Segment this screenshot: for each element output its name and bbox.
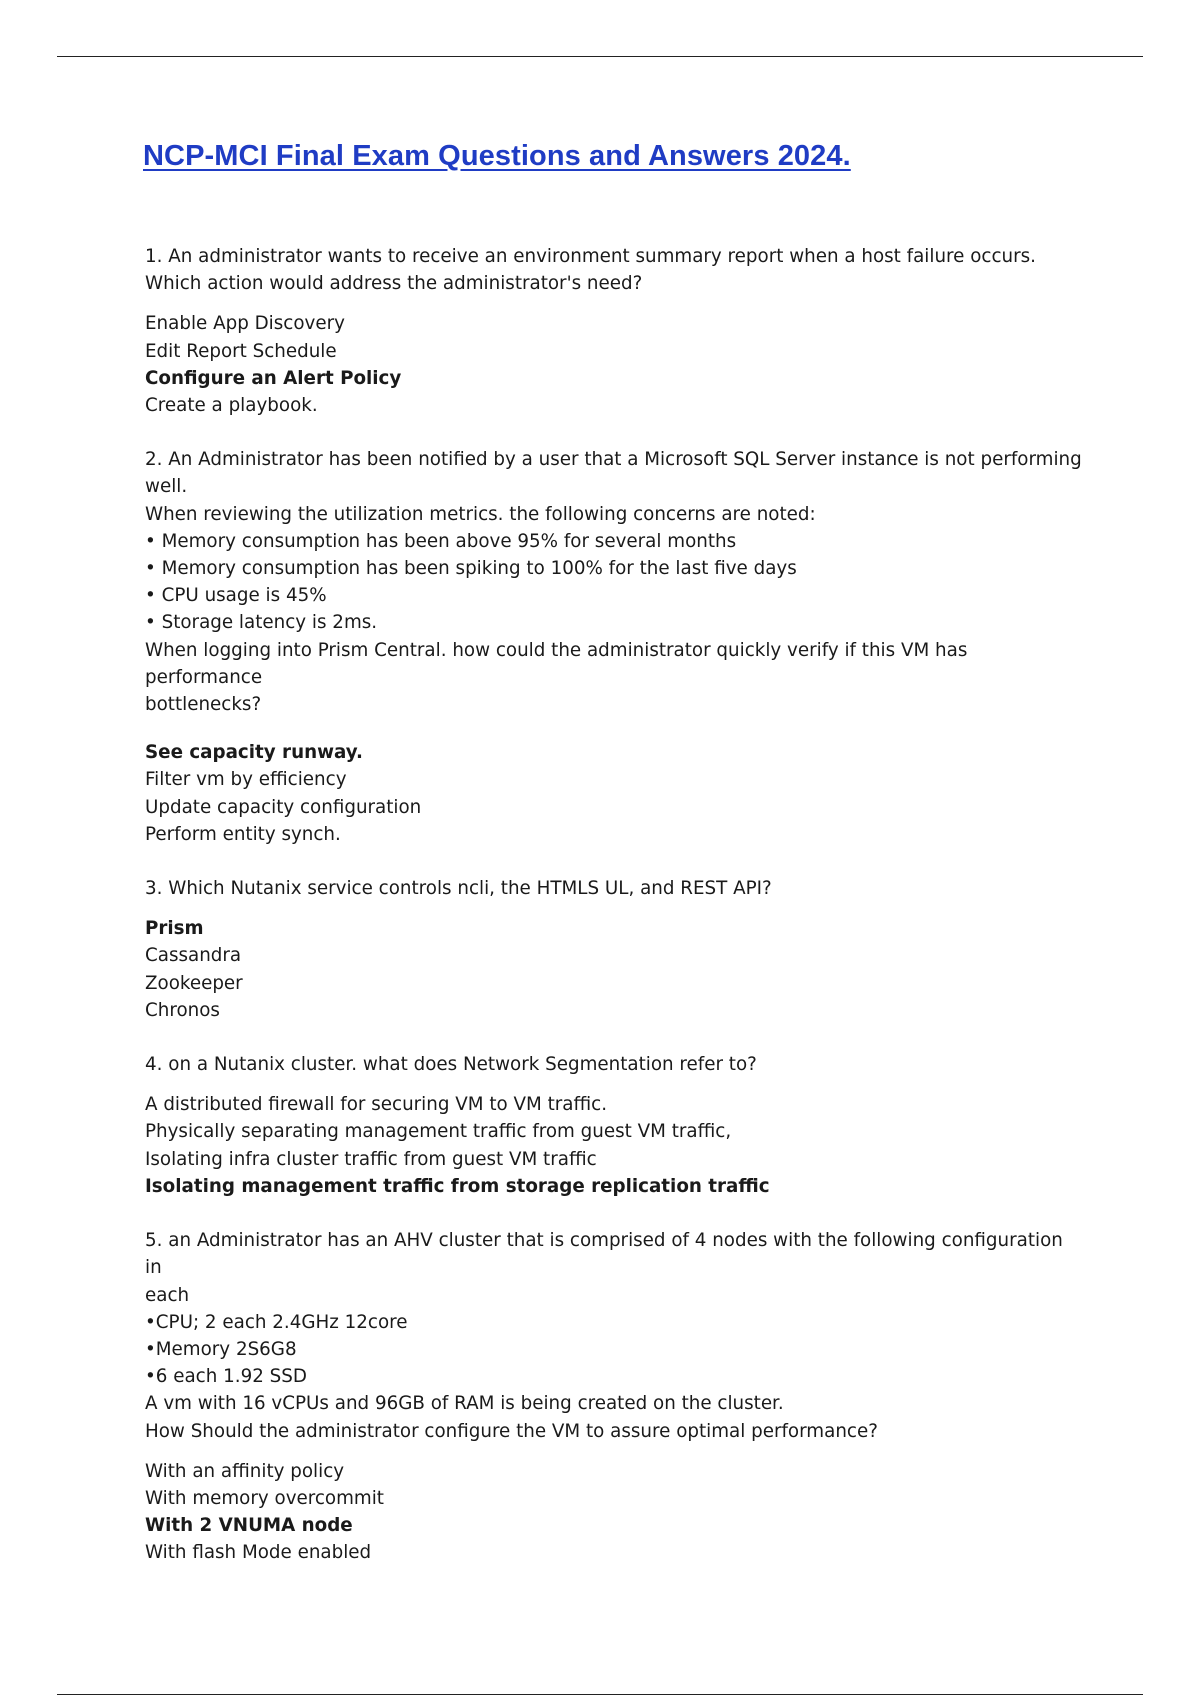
header-rule	[57, 56, 1143, 57]
bullet-item: •CPU; 2 each 2.4GHz 12core	[145, 1311, 408, 1333]
correct-answer: Prism	[145, 918, 204, 940]
spacer	[145, 718, 1085, 739]
correct-answer: With 2 VNUMA node	[145, 1515, 353, 1537]
bullet-item: •6 each 1.92 SSD	[145, 1366, 307, 1388]
document-title: NCP-MCI Final Exam Questions and Answers 2024.	[143, 140, 851, 172]
answer-option: Create a playbook.	[145, 395, 318, 417]
answer-option: Update capacity configuration	[145, 796, 422, 818]
answer-option: Filter vm by efficiency	[145, 769, 347, 791]
answer-option: Edit Report Schedule	[145, 340, 337, 362]
question-3	[145, 875, 1085, 1024]
footer-rule	[57, 1694, 1143, 1695]
answer-options	[145, 915, 1085, 1024]
answer-options	[145, 1458, 1085, 1567]
question-line: 5. an Administrator has an AHV cluster that is comprised of 4 nodes with the following configuration in	[145, 1230, 1063, 1279]
correct-answer: Configure an Alert Policy	[145, 367, 402, 389]
question-5	[145, 1227, 1085, 1566]
answer-option: Enable App Discovery	[145, 313, 345, 335]
answer-option: Cassandra	[145, 945, 242, 967]
question-line: A vm with 16 vCPUs and 96GB of RAM is being created on the cluster.	[145, 1393, 784, 1415]
spacer	[145, 419, 1085, 446]
question-text	[145, 1227, 1085, 1445]
question-text	[145, 1051, 1085, 1078]
question-text	[145, 446, 1085, 718]
bullet-item: •Memory 2S6G8	[145, 1338, 297, 1360]
answer-option: With memory overcommit	[145, 1487, 384, 1509]
answer-option: A distributed firewall for securing VM to VM traffic.	[145, 1094, 608, 1116]
question-1	[145, 243, 1085, 419]
question-line: 2. An Administrator has been notified by a user that a Microsoft SQL Server instance is not performing	[145, 449, 1082, 471]
bullet-item: • Memory consumption has been spiking to 100% for the last five days	[145, 558, 797, 580]
answer-option: Perform entity synch.	[145, 823, 341, 845]
question-line: Which action would address the administrator's need?	[145, 273, 643, 295]
spacer	[145, 1024, 1085, 1051]
question-text	[145, 243, 1085, 297]
question-4	[145, 1051, 1085, 1200]
question-line: When logging into Prism Central. how could the administrator quickly verify if this VM has performance	[145, 639, 968, 688]
spacer	[145, 848, 1085, 875]
spacer	[145, 1200, 1085, 1227]
question-line: bottlenecks?	[145, 694, 262, 716]
question-line: 3. Which Nutanix service controls ncli, the HTMLS UL, and REST API?	[145, 878, 772, 900]
answer-options	[145, 739, 1085, 848]
answer-option: With an affinity policy	[145, 1460, 345, 1482]
question-list	[145, 243, 1085, 1567]
answer-option: Zookeeper	[145, 972, 243, 994]
question-line: When reviewing the utilization metrics. the following concerns are noted:	[145, 503, 816, 525]
question-line: each	[145, 1284, 190, 1306]
bullet-item: • Storage latency is 2ms.	[145, 612, 378, 634]
bullet-item: • Memory consumption has been above 95% for several months	[145, 530, 737, 552]
question-text	[145, 875, 1085, 902]
question-line: well.	[145, 476, 188, 498]
correct-answer: See capacity runway.	[145, 742, 363, 764]
question-line: 4. on a Nutanix cluster. what does Network Segmentation refer to?	[145, 1054, 757, 1076]
answer-option: Physically separating management traffic from guest VM traffic,	[145, 1121, 732, 1143]
question-line: How Should the administrator configure the VM to assure optimal performance?	[145, 1420, 878, 1442]
answer-options	[145, 1091, 1085, 1200]
answer-option: Isolating infra cluster traffic from guest VM traffic	[145, 1148, 597, 1170]
bullet-item: • CPU usage is 45%	[145, 585, 327, 607]
correct-answer: Isolating management traffic from storage replication traffic	[145, 1175, 770, 1197]
question-2	[145, 446, 1085, 848]
answer-option: Chronos	[145, 999, 220, 1021]
question-line: 1. An administrator wants to receive an environment summary report when a host failure occurs.	[145, 246, 1036, 267]
answer-options	[145, 310, 1085, 419]
answer-option: With flash Mode enabled	[145, 1542, 372, 1564]
